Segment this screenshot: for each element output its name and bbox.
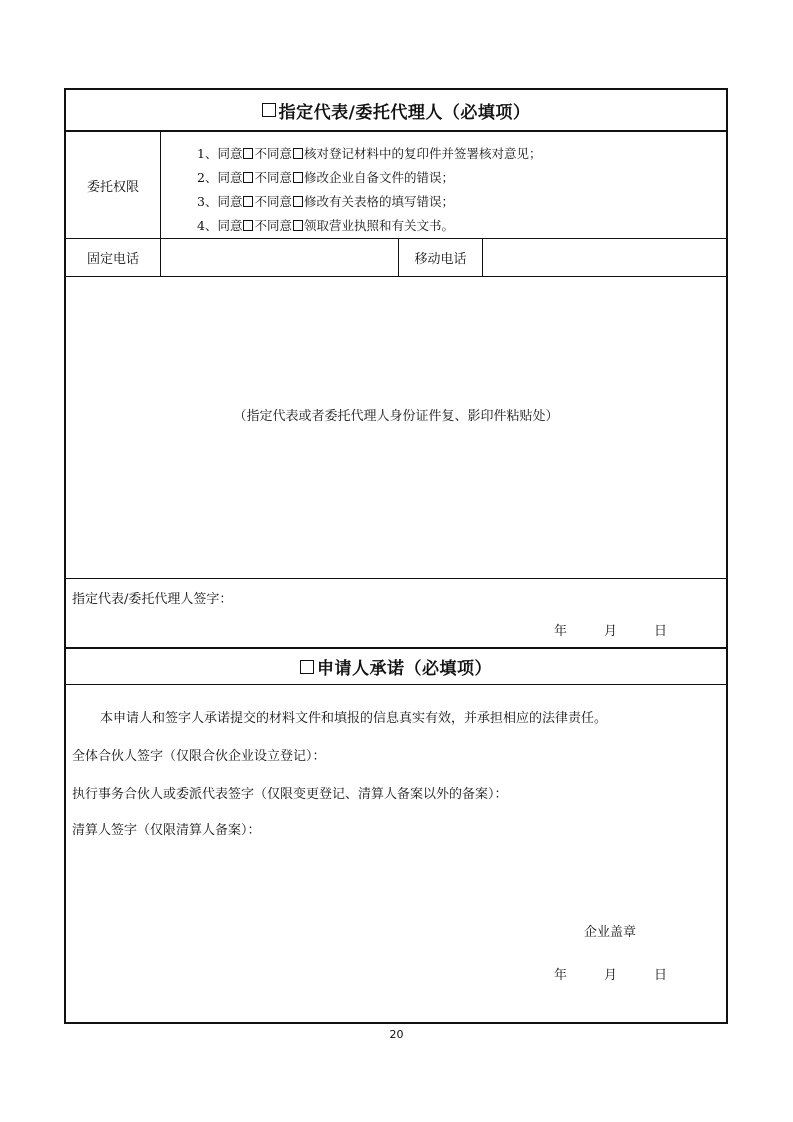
auth-item-number: 4、: [197, 218, 218, 233]
executive-partner-signature-label: 执行事务合伙人或委派代表签字（仅限变更登记、清算人备案以外的备案）：: [72, 787, 508, 802]
date-month: 月: [604, 624, 618, 639]
id-copy-placeholder: （指定代表或者委托代理人身份证件复、影印件粘贴处）: [233, 409, 559, 424]
auth-item-text: 领取营业执照和有关文书。: [303, 218, 454, 233]
agree-checkbox[interactable]: [243, 148, 253, 159]
agree-label: 同意: [217, 170, 243, 185]
landline-label-cell: [66, 239, 161, 276]
auth-item: [197, 142, 726, 166]
auth-item: [197, 214, 726, 238]
disagree-checkbox[interactable]: [293, 196, 303, 207]
page-number: 20: [389, 1028, 404, 1041]
section-title: 指定代表/委托代理人（必填项）: [278, 102, 531, 123]
commitment-statement: 本申请人和签字人承诺提交的材料文件和填报的信息真实有效，并承担相应的法律责任。: [100, 711, 608, 726]
partners-signature-label: 全体合伙人签字（仅限合伙企业设立登记）：: [72, 749, 326, 764]
auth-item-number: 2、: [197, 170, 218, 185]
section-checkbox[interactable]: [262, 103, 276, 117]
disagree-checkbox[interactable]: [293, 220, 303, 231]
disagree-label: 不同意: [254, 218, 292, 233]
date-year: 年: [554, 968, 568, 983]
authorization-row: [66, 132, 726, 239]
mobile-label: 移动电话: [414, 252, 467, 267]
commitment-body: [66, 685, 726, 1022]
disagree-label: 不同意: [254, 170, 292, 185]
liquidator-signature-label: 清算人签字（仅限清算人备案）：: [72, 823, 261, 838]
commitment-date: [66, 964, 726, 982]
agree-checkbox[interactable]: [243, 172, 253, 183]
agree-checkbox[interactable]: [243, 196, 253, 207]
auth-item-text: 核对登记材料中的复印件并签署核对意见；: [303, 146, 542, 161]
landline-label: 固定电话: [86, 252, 139, 267]
auth-item: [197, 190, 726, 214]
date-year: 年: [554, 624, 568, 639]
landline-field[interactable]: [161, 239, 399, 276]
agent-signature-label: 指定代表/委托代理人签字：: [72, 592, 233, 607]
disagree-checkbox[interactable]: [293, 148, 303, 159]
auth-label-cell: [66, 132, 161, 238]
agree-label: 同意: [217, 146, 243, 161]
mobile-label-cell: [399, 239, 483, 276]
agent-signature-date: [66, 620, 726, 638]
auth-item-number: 3、: [197, 194, 218, 209]
auth-item: [197, 166, 726, 190]
phone-row: [66, 239, 726, 277]
id-copy-paste-area: [66, 277, 726, 579]
disagree-checkbox[interactable]: [293, 172, 303, 183]
agree-label: 同意: [217, 218, 243, 233]
agree-label: 同意: [217, 194, 243, 209]
auth-items: [161, 132, 726, 238]
section-checkbox[interactable]: [300, 660, 314, 674]
auth-item-text: 修改有关表格的填写错误；: [303, 194, 454, 209]
company-seal-label: 企业盖章: [584, 925, 637, 940]
form-table: [64, 88, 728, 1024]
date-day: 日: [654, 624, 668, 639]
date-month: 月: [604, 968, 618, 983]
mobile-field[interactable]: [483, 239, 726, 276]
agree-checkbox[interactable]: [243, 220, 253, 231]
auth-label: 委托权限: [86, 179, 139, 195]
disagree-label: 不同意: [254, 194, 292, 209]
section-title: 申请人承诺（必填项）: [317, 659, 492, 679]
section-header-agent: [66, 90, 726, 132]
auth-item-text: 修改企业自备文件的错误；: [303, 170, 454, 185]
date-day: 日: [654, 968, 668, 983]
agent-signature-row: [66, 579, 726, 649]
disagree-label: 不同意: [254, 146, 292, 161]
section-header-commitment: [66, 649, 726, 685]
auth-item-number: 1、: [197, 146, 218, 161]
